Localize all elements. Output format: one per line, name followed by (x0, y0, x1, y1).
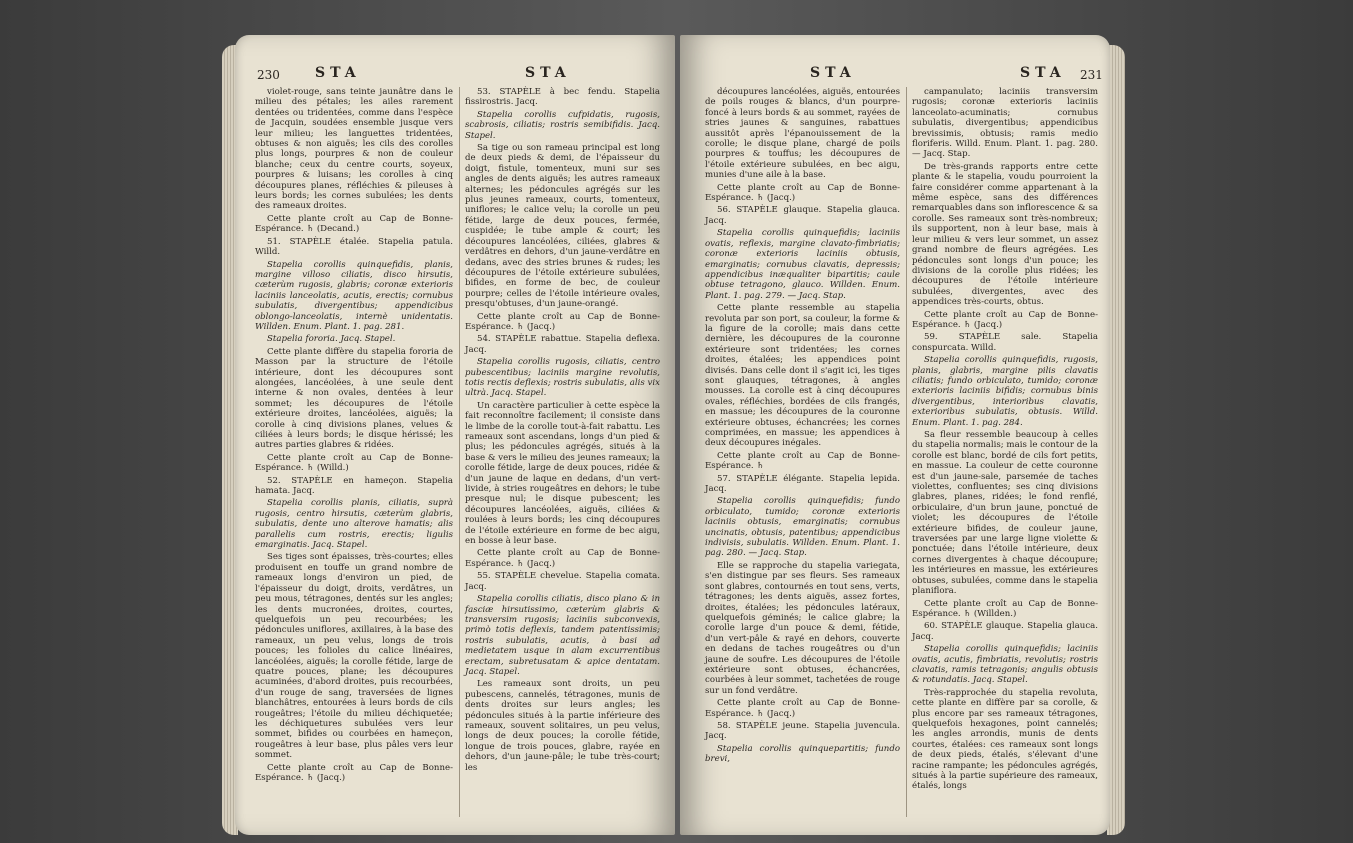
paragraph: Stapelia corollis rugosis, ciliatis, centro pubescentibus; laciniis margine revolutis, totis rectis deflexis; rostris subulatis, alis vix ultrà. Jacq. Stapel. (465, 357, 660, 399)
paragraph: Stapelia corollis planis, ciliatis, suprà rugosis, centro hirsutis, cæterùm glabris, subulatis, dente uno alterove hamatis; alis parallelis cum rostris, erectis; ligulis emarginatis. Jacq. Stapel. (255, 498, 453, 551)
right-column-2 (912, 87, 1098, 794)
paragraph: Stapelia corollis quinquefidis; laciniis ovatis, acutis, fimbriatis, revolutis; rostris clavatis, ramis tetragonis; angulis obtusis & rotundatis. Jacq. Stapel. (912, 644, 1098, 686)
paragraph: 51. STAPÈLE étalée. Stapelia patula. Willd. (255, 236, 453, 258)
left-page-number: 230 (257, 68, 280, 82)
paragraph: Stapelia corollis quinquefidis; laciniis ovatis, reflexis, margine clavato-fimbriatis; coronæ exterioris laciniis obtusis, emarginatis; cornubus clavatis, depressis; appendicibus inæqualiter bipartitis; caule obtuse tetragono, glauco. Willden. Enum. Plant. 1. pag. 279. — Jacq. Stap. (705, 228, 900, 301)
paragraph: Cette plante diffère du stapelia fororia de Masson par la structure de l'étoile intérieure, dont les découpures sont alongées, lancéolées, à une seule dent interne & non ovales, dentées à leur sommet; les découpures de l'étoile extérieure droites, lancéolées, aiguës; la corolle à cinq divisions planes, velues & ciliées à leurs bords; le disque hérissé; les autres parties glabres & ridées. (255, 346, 453, 451)
left-column-2 (465, 87, 660, 775)
paragraph: Cette plante croît au Cap de Bonne-Espérance. ♄ (Jacq.) (705, 182, 900, 204)
paragraph: Cette plante croît au Cap de Bonne-Espérance. ♄ (Jacq.) (705, 698, 900, 719)
paragraph: Cette plante croît au Cap de Bonne-Espérance. ♄ (Jacq.) (912, 309, 1098, 330)
column-divider (459, 87, 460, 817)
paragraph: Ses tiges sont épaisses, très-courtes; elles produisent en touffe un grand nombre de rameaux longs d'environ un pied, de l'épaisseur du doigt, droits, verdâtres, un peu mous, tétragones, dentés sur les angles; les dents mucronées, droites, courtes, quelquefois un peu recourbées; les pédoncules uniflores, axillaires, à la base des rameaux, un peu velus, longs de trois pouces; les folioles du calice linéaires, lancéolées, aiguës; la corolle fétide, large de quatre pouces, plane; les découpures acuminées, d'abord droites, puis recourbées, d'un rouge de sang, traversées de lignes blanchâtres, entourées à leurs bords de cils rougeâtres; l'étoile du milieu déchiquetée; les déchiquetures subulées vers leur sommet, bifides ou courbées en hameçon, rougeâtres à leur base, plus pâles vers leur sommet. (255, 552, 453, 761)
paragraph: Stapelia corollis quinquepartitis; fundo brevi, (705, 743, 900, 765)
right-column-1 (705, 87, 900, 767)
paragraph: Cette plante croît au Cap de Bonne-Espérance. ♄ (Jacq.) (255, 762, 453, 783)
paragraph: Cette plante croît au Cap de Bonne-Espérance. ♄ (Jacq.) (465, 311, 660, 332)
left-header-1: STA (315, 65, 361, 81)
paragraph: Très-rapprochée du stapelia revoluta, cette plante en diffère par sa corolle, & plus encore par ses rameaux tétragones, quelquefois hexagones, point cannelés; les angles arrondis, munis de dents courtes, étalées: ces rameaux sont longs de deux pieds, étalés, s'élevant d'une racine rampante; les pédoncules agrégés, situés à la partie supérieure des rameaux, étalés, longs (912, 687, 1098, 792)
paragraph: 56. STAPÈLE glauque. Stapelia glauca. Jacq. (705, 205, 900, 226)
paragraph: Sa tige ou son rameau principal est long de deux pieds & demi, de l'épaisseur du doigt, fistule, tomenteux, muni sur ses angles de dents aiguës; les autres rameaux alternes; les pédoncules agrégés sur les plus jeunes rameaux, courts, tomenteux, uniflores; le calice velu; la corolle un peu fétide, large de deux pouces, fermée, cuspidée; le tube ample & court; les découpures lancéolées, ciliées, glabres & verdâtres en dehors, d'un jaune-verdâtre en dedans, avec des stries brunes & rudes; les découpures de l'étoile extérieure subulées, bifides, en forme de bec, de couleur pourpre; celles de l'étoile intérieure ovales, presqu'obtuses, d'un jaune-orangé. (465, 143, 660, 310)
paragraph: Sa fleur ressemble beaucoup à celles du stapelia normalis; mais le contour de la corolle est blanc, bordé de cils fort petits, en massue. La couleur de cette couronne est d'un jaune-sale, parsemée de taches violettes, confluentes; ses cinq divisions glabres, planes, ridées; le fond renflé, orbiculaire, d'un brun jaune, ponctué de violet; les découpures de l'étoile extérieure bifides, de couleur jaune, traversées par une large ligne violette & ponctuée; dans l'étoile intérieure, deux cornes divergentes à chaque découpure; les intérieures en massue, les extérieures obtuses, subulées, comme dans le stapelia planiflora. (912, 430, 1098, 597)
paragraph: Stapelia corollis quinquefidis; fundo orbiculato, tumido; coronæ exterioris laciniis obtusis, emarginatis; cornubus uncinatis, obtusis, patentibus; appendicibus indivisis, subulatis. Willden. Enum. Plant. 1. pag. 280. — Jacq. Stap. (705, 496, 900, 559)
paragraph: 60. STAPÈLE glauque. Stapelia glauca. Jacq. (912, 621, 1098, 642)
paragraph: Cette plante croît au Cap de Bonne-Espérance. ♄ (Willden.) (912, 598, 1098, 619)
paragraph: Stapelia corollis quinquefidis, rugosis, planis, glabris, margine pilis clavatis ciliatis; fundo orbiculato, tumido; coronæ exterioris laciniis bifidis; cornubus binis divergentibus, interioribus clavatis, exterioribus subulatis, obtusis. Willd. Enum. Plant. 1. pag. 284. (912, 355, 1098, 428)
paragraph: Cette plante croît au Cap de Bonne-Espérance. ♄ (Jacq.) (465, 548, 660, 569)
paragraph: Cette plante croît au Cap de Bonne-Espérance. ♄ (705, 450, 900, 472)
paragraph: Un caractère particulier à cette espèce la fait reconnoître facilement; il consiste dans le limbe de la corolle tout-à-fait rabattu. Les rameaux sont ascendans, longs d'un pied & plus; les pédoncules agrégés, situés à la base & vers le milieu des jeunes rameaux; la corolle fétide, large de deux pouces, ridée & d'un jaune de laque en dedans, d'un vert-livide, à stries rougeâtres en dehors; le tube presque nul; le disque pubescent; les découpures lancéolées, aiguës, ciliées & roulées à leurs bords; les cinq découpures de l'étoile extérieure en forme de bec aigu, en bosse à leur base. (465, 400, 660, 547)
paragraph: Stapelia corollis cufpidatis, rugosis, scabrosis, ciliatis; rostris semibifidis. Jacq. Stapel. (465, 109, 660, 141)
paragraph: découpures lancéolées, aiguës, entourées de poils rouges & blancs, d'un pourpre-foncé à leurs bords & au sommet, rayées de stries jaunes & sanguines, rabattues aussitôt après l'épanouissement de la corolle; le disque plane, chargé de poils pourpres & touffus; les découpures de l'étoile extérieure subulées, en bec aigu, munies d'une aile à la base. (705, 87, 900, 181)
left-column-1 (255, 87, 453, 785)
paragraph: Stapelia corollis ciliatis, disco plano & in fasciæ hirsutissimo, cæterùm glabris & transversim rugosis; laciniis subconvexis, primò totis deflexis, tandem patentissimis; rostris subulatis, acutis, à basi ad medietatem usque in alam excurrentibus erectam, subretusatam & apice dentatam. Jacq. Stapel. (465, 594, 660, 677)
right-page-number: 231 (1080, 68, 1103, 82)
paragraph: Cette plante croît au Cap de Bonne-Espérance. ♄ (Decand.) (255, 213, 453, 235)
paragraph: 58. STAPÈLE jeune. Stapelia juvencula. Jacq. (705, 720, 900, 742)
right-header-1: STA (810, 65, 856, 81)
paragraph: Les rameaux sont droits, un peu pubescens, cannelés, tétragones, munis de dents droites sur leurs angles; les pédoncules situés à la partie inférieure des rameaux, souvent solitaires, un peu velus, longs de deux pouces; la corolle fétide, longue de trois pouces, glabre, rayée en dehors, d'un jaune-pâle; le tube très-court; les (465, 679, 660, 773)
paragraph: Stapelia fororia. Jacq. Stapel. (267, 334, 396, 345)
left-page (235, 35, 675, 835)
right-header-2: STA (1020, 65, 1066, 81)
paragraph: Cette plante ressemble au stapelia revoluta par son port, sa couleur, la forme & la figure de la corolle; mais dans cette dernière, les découpures de la couronne extérieure sont tridentées; les cornes droites, étalées; les appendices point divisés. Dans celle dont il s'agit ici, les tiges sont glauques, tétragones, à angles mousses. La corolle est à cinq découpures ovales, réfléchies, bordées de cils frangés, en massue; les découpures de la couronne extérieure obtuses, échancrées; les cornes comprimées, en massue; les appendices à deux découpures inégales. (705, 303, 900, 449)
left-header-2: STA (525, 65, 571, 81)
paragraph: violet-rouge, sans teinte jaunâtre dans le milieu des pétales; les ailes rarement dentées ou tridentées, comme dans l'espèce de Jacquin, soudées ensemble jusque vers leur milieu; les languettes tridentées, obtuses & non aiguës; les cils des corolles plus longs, pourpres & non de couleur blanche; ceux du centre courts, soyeux, pourpres & luisans; les corolles à cinq découpures planes, réfléchies & pileuses à leurs bords; les cornes subulées; les dents des rameaux droites. (255, 87, 453, 212)
paragraph: 57. STAPÈLE élégante. Stapelia lepida. Jacq. (705, 473, 900, 495)
paragraph: campanulato; laciniis transversim rugosis; coronæ exterioris laciniis lanceolato-acuminatis; cornubus subulatis, divergentibus; appendicibus brevissimis, obtusis; ramis medio floriferis. Willd. Enum. Plant. 1. pag. 280. — Jacq. Stap. (912, 87, 1098, 160)
paragraph: Stapelia corollis quinquefidis, planis, margine villoso ciliatis, disco hirsutis, cæterùm rugosis, glabris; coronæ exterioris laciniis lanceolatis, acutis, erectis; cornubus subulatis, divergentibus; appendicibus oblongo-lanceolatis, internè unidentatis. Willden. Enum. Plant. 1. pag. 281. (255, 259, 453, 332)
paragraph: 53. STAPÈLE à bec fendu. Stapelia fissirostris. Jacq. (465, 87, 660, 108)
paragraph: Elle se rapproche du stapelia variegata, s'en distingue par ses fleurs. Ses rameaux sont glabres, contournés en tout sens, verts, tétragones; les dents aiguës, assez fortes, droites, étalées; les pédoncules latéraux, quelquefois géminés; le calice glabre; la corolle large d'un pouce & demi, fétide, d'un vert-pâle & rayé en dehors, couverte en dedans de taches rougeâtres ou d'un jaune de soufre. Les découpures de l'étoile extérieure sont obtuses, échancrées, courbées à leur sommet, tachetées de rouge sur un fond verdâtre. (705, 560, 900, 696)
paragraph: Cette plante croît au Cap de Bonne-Espérance. ♄ (Willd.) (255, 452, 453, 474)
paragraph: 59. STAPÈLE sale. Stapelia conspurcata. Willd. (912, 332, 1098, 353)
right-page (680, 35, 1110, 835)
paragraph: 54. STAPÈLE rabattue. Stapelia deflexa. Jacq. (465, 334, 660, 355)
paragraph: 52. STAPÈLE en hameçon. Stapelia hamata. Jacq. (255, 475, 453, 497)
column-divider (906, 87, 907, 817)
paragraph: De très-grands rapports entre cette plante & le stapelia, voudu pourroient la faire considérer comme appartenant à la même espèce, sans des différences remarquables dans son inflorescence & sa corolle. Ses rameaux sont très-nombreux; ils supportent, non à leur base, mais à leur milieu & vers leur sommet, un assez grand nombre de fleurs agrégées. Les pédoncules sont longs d'un pouce; les divisions de la corolle plus ridées; les découpures de l'étoile intérieure subulées, divergentes, avec des appendices très-courts, obtus. (912, 161, 1098, 308)
paragraph: 55. STAPÈLE chevelue. Stapelia comata. Jacq. (465, 571, 660, 592)
